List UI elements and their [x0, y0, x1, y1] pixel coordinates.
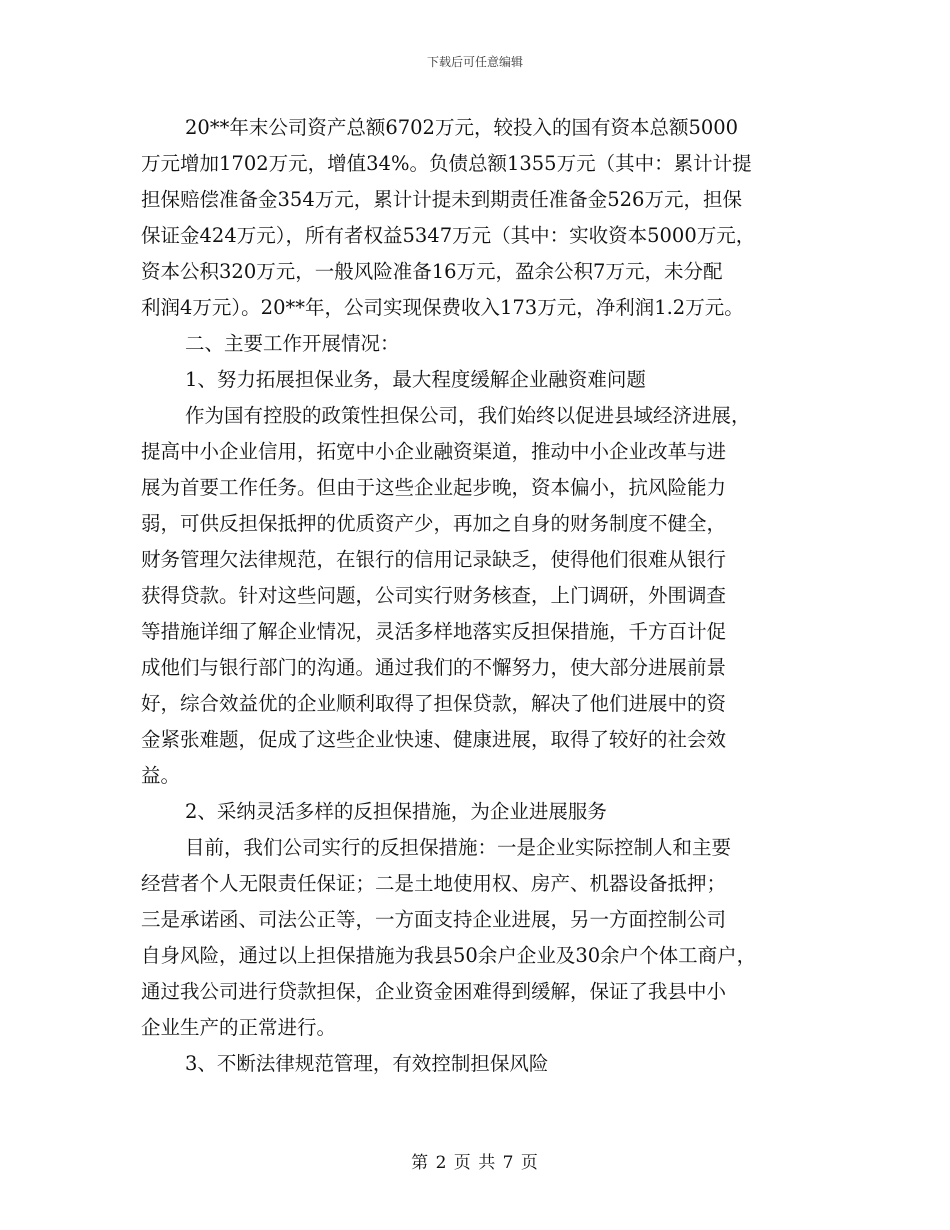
- page-number: 第 2 页 共 7 页: [411, 1153, 539, 1173]
- text-line: 三是承诺函、司法公正等，一方面支持企业进展，另一方面控制公司: [141, 908, 727, 931]
- text-line: 万元增加1702万元，增值34%。负债总额1355万元（其中：累计计提: [141, 152, 752, 175]
- text-line: 金紧张难题，促成了这些企业快速、健康进展，取得了较好的社会效: [141, 728, 727, 751]
- subsection-heading: 2、采纳灵活多样的反担保措施，为企业进展服务: [185, 800, 607, 823]
- text-line: 展为首要工作任务。但由于这些企业起步晚，资本偏小，抗风险能力: [141, 476, 727, 499]
- text-line: 弱，可供反担保抵押的优质资产少，再加之自身的财务制度不健全，: [141, 512, 727, 535]
- text-line: 利润4万元）。20**年，公司实现保费收入173万元，净利润1.2万元。: [141, 296, 744, 319]
- text-line: 担保赔偿准备金354万元，累计计提未到期责任准备金526万元，担保: [141, 188, 742, 211]
- text-line: 益。: [141, 764, 181, 787]
- subsection-heading: 1、努力拓展担保业务，最大程度缓解企业融资难问题: [185, 368, 646, 391]
- text-line: 企业生产的正常进行。: [141, 1016, 337, 1039]
- document-body: [141, 110, 831, 1082]
- text-line: 财务管理欠法律规范，在银行的信用记录缺乏，使得他们很难从银行: [141, 548, 727, 571]
- text-line: 保证金424万元），所有者权益5347万元（其中：实收资本5000万元，: [141, 224, 756, 247]
- text-line: 好，综合效益优的企业顺利取得了担保贷款，解决了他们进展中的资: [141, 692, 727, 715]
- section-heading: 二、主要工作开展情况：: [185, 332, 400, 355]
- text-line: 经营者个人无限责任保证；二是土地使用权、房产、机器设备抵押；: [141, 872, 727, 895]
- page-header: 下载后可任意编辑: [426, 55, 523, 69]
- text-line: 通过我公司进行贷款担保，企业资金困难得到缓解，保证了我县中小: [141, 980, 727, 1003]
- text-line: 20**年末公司资产总额6702万元，较投入的国有资本总额5000: [185, 116, 739, 139]
- text-line: 自身风险，通过以上担保措施为我县50余户企业及30余户个体工商户，: [141, 944, 757, 967]
- text-line: 提高中小企业信用，拓宽中小企业融资渠道，推动中小企业改革与进: [141, 440, 727, 463]
- text-line: 目前，我们公司实行的反担保措施：一是企业实际控制人和主要: [185, 836, 732, 859]
- text-line: 资本公积320万元，一般风险准备16万元，盈余公积7万元，未分配: [141, 260, 723, 283]
- text-line: 成他们与银行部门的沟通。通过我们的不懈努力，使大部分进展前景: [141, 656, 727, 679]
- text-line: 等措施详细了解企业情况，灵活多样地落实反担保措施，千方百计促: [141, 620, 727, 643]
- text-line: 获得贷款。针对这些问题，公司实行财务核查，上门调研，外围调查: [141, 584, 727, 607]
- text-line: 作为国有控股的政策性担保公司，我们始终以促进县域经济进展，: [185, 404, 751, 427]
- subsection-heading: 3、不断法律规范管理，有效控制担保风险: [185, 1052, 549, 1075]
